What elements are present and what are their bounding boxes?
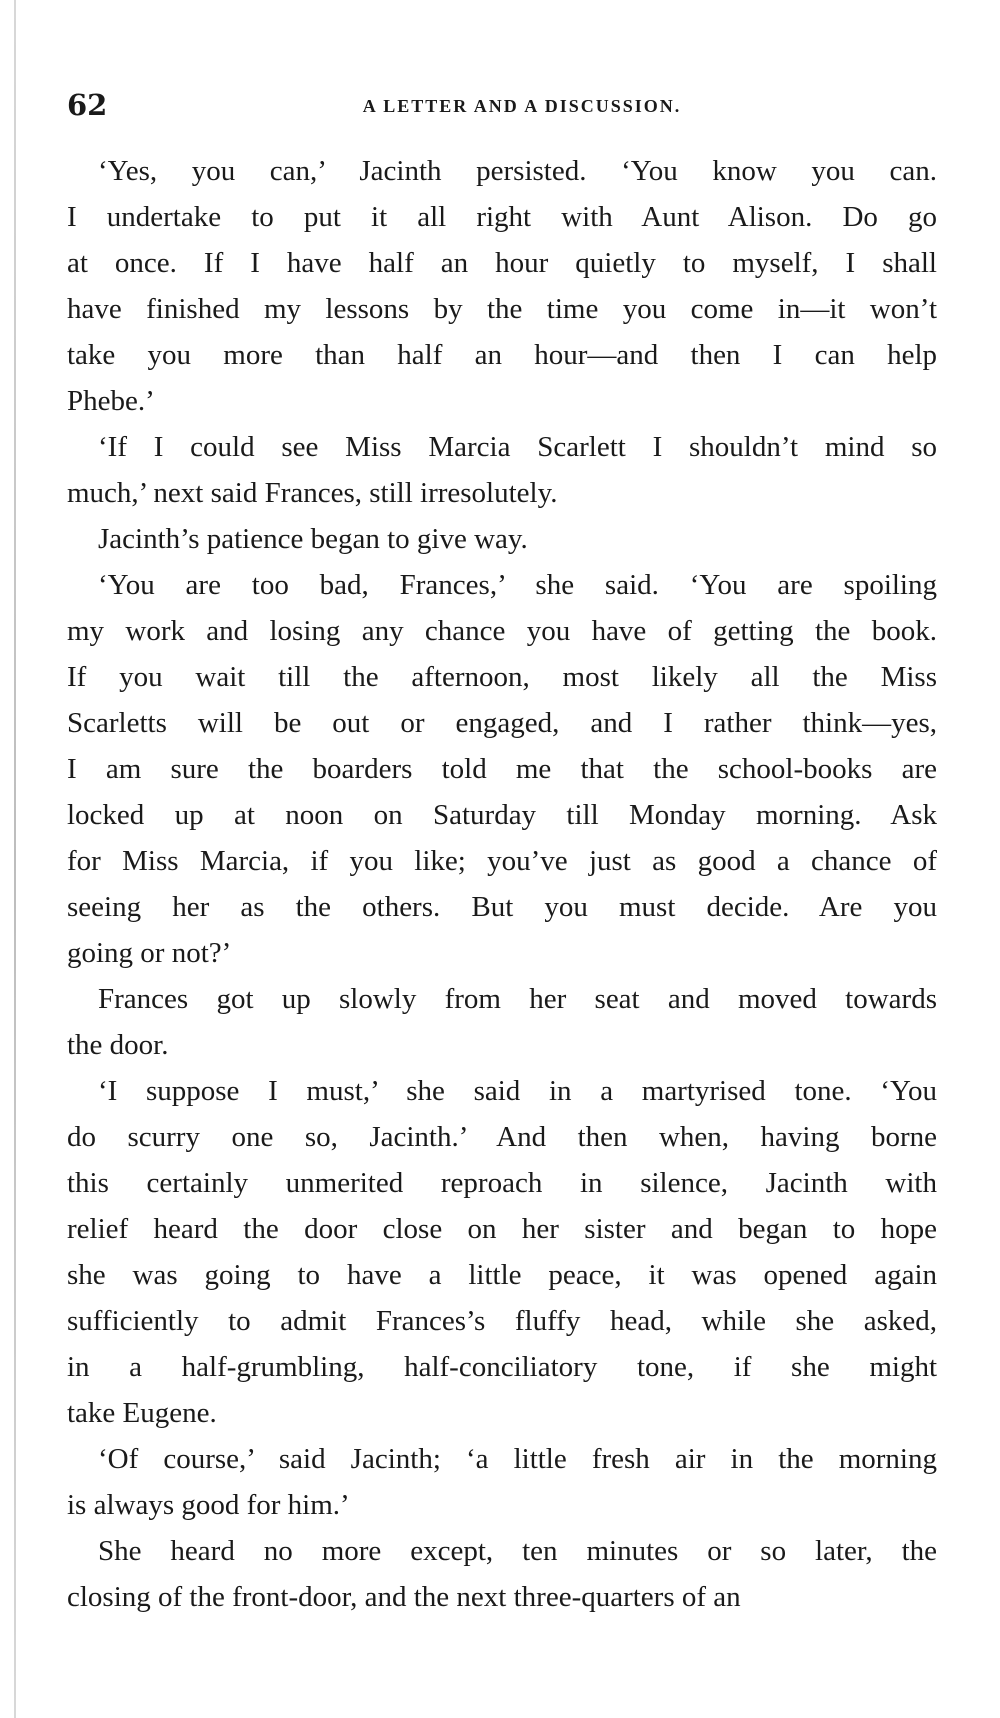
text-line: ‘Of course,’ said Jacinth; ‘a little fresh air in the morning [98,1443,937,1475]
paragraph [67,1528,937,1620]
text-line: She heard no more except, ten minutes or so later, the [98,1535,937,1567]
text-line: the door. [67,1029,169,1061]
paragraph [67,1068,937,1436]
paragraph [67,424,937,516]
text-line: have finished my lessons by the time you come in—it won’t [67,293,937,325]
paragraph [67,516,937,562]
paragraph [67,148,937,424]
paragraph [67,1436,937,1528]
text-line: Frances got up slowly from her seat and moved towards [98,983,937,1015]
text-line: ‘I suppose I must,’ she said in a martyrised tone. ‘You [98,1075,937,1107]
text-line: ‘If I could see Miss Marcia Scarlett I shouldn’t mind so [98,431,937,463]
text-line: my work and losing any chance you have of getting the book. [67,615,937,647]
text-line: take Eugene. [67,1397,217,1429]
text-line: ‘Yes, you can,’ Jacinth persisted. ‘You know you can. [98,155,937,187]
text-line: Phebe.’ [67,385,155,417]
text-line: sufficiently to admit Frances’s fluffy head, while she asked, [67,1305,937,1337]
scan-edge-line [14,0,16,1718]
text-line: for Miss Marcia, if you like; you’ve just as good a chance of [67,845,937,877]
text-line: this certainly unmerited reproach in silence, Jacinth with [67,1167,937,1199]
paragraph [67,976,937,1068]
text-line: I undertake to put it all right with Aunt Alison. Do go [67,201,937,233]
text-line: is always good for him.’ [67,1489,350,1521]
page-number: 62 [67,88,108,122]
text-line: closing of the front-door, and the next three-quarters of an [67,1581,741,1613]
text-line: Jacinth’s patience began to give way. [98,523,528,555]
text-line: ‘You are too bad, Frances,’ she said. ‘You are spoiling [98,569,937,601]
text-line: relief heard the door close on her sister and began to hope [67,1213,937,1245]
text-line: going or not?’ [67,937,232,969]
text-line: locked up at noon on Saturday till Monday morning. Ask [67,799,937,831]
page-header [67,88,937,128]
text-line: at once. If I have half an hour quietly to myself, I shall [67,247,937,279]
text-line: much,’ next said Frances, still irresolutely. [67,477,558,509]
text-line: take you more than half an hour—and then I can help [67,339,937,371]
text-line: If you wait till the afternoon, most likely all the Miss [67,661,937,693]
text-line: in a half-grumbling, half-conciliatory tone, if she might [67,1351,937,1383]
body-text [67,148,937,1620]
text-line: do scurry one so, Jacinth.’ And then when, having borne [67,1121,937,1153]
paragraph [67,562,937,976]
text-line: I am sure the boarders told me that the school-books are [67,753,937,785]
running-title: A LETTER AND A DISCUSSION. [362,96,682,116]
text-line: she was going to have a little peace, it was opened again [67,1259,937,1291]
text-line: seeing her as the others. But you must decide. Are you [67,891,937,923]
text-line: Scarletts will be out or engaged, and I rather think—yes, [67,707,937,739]
